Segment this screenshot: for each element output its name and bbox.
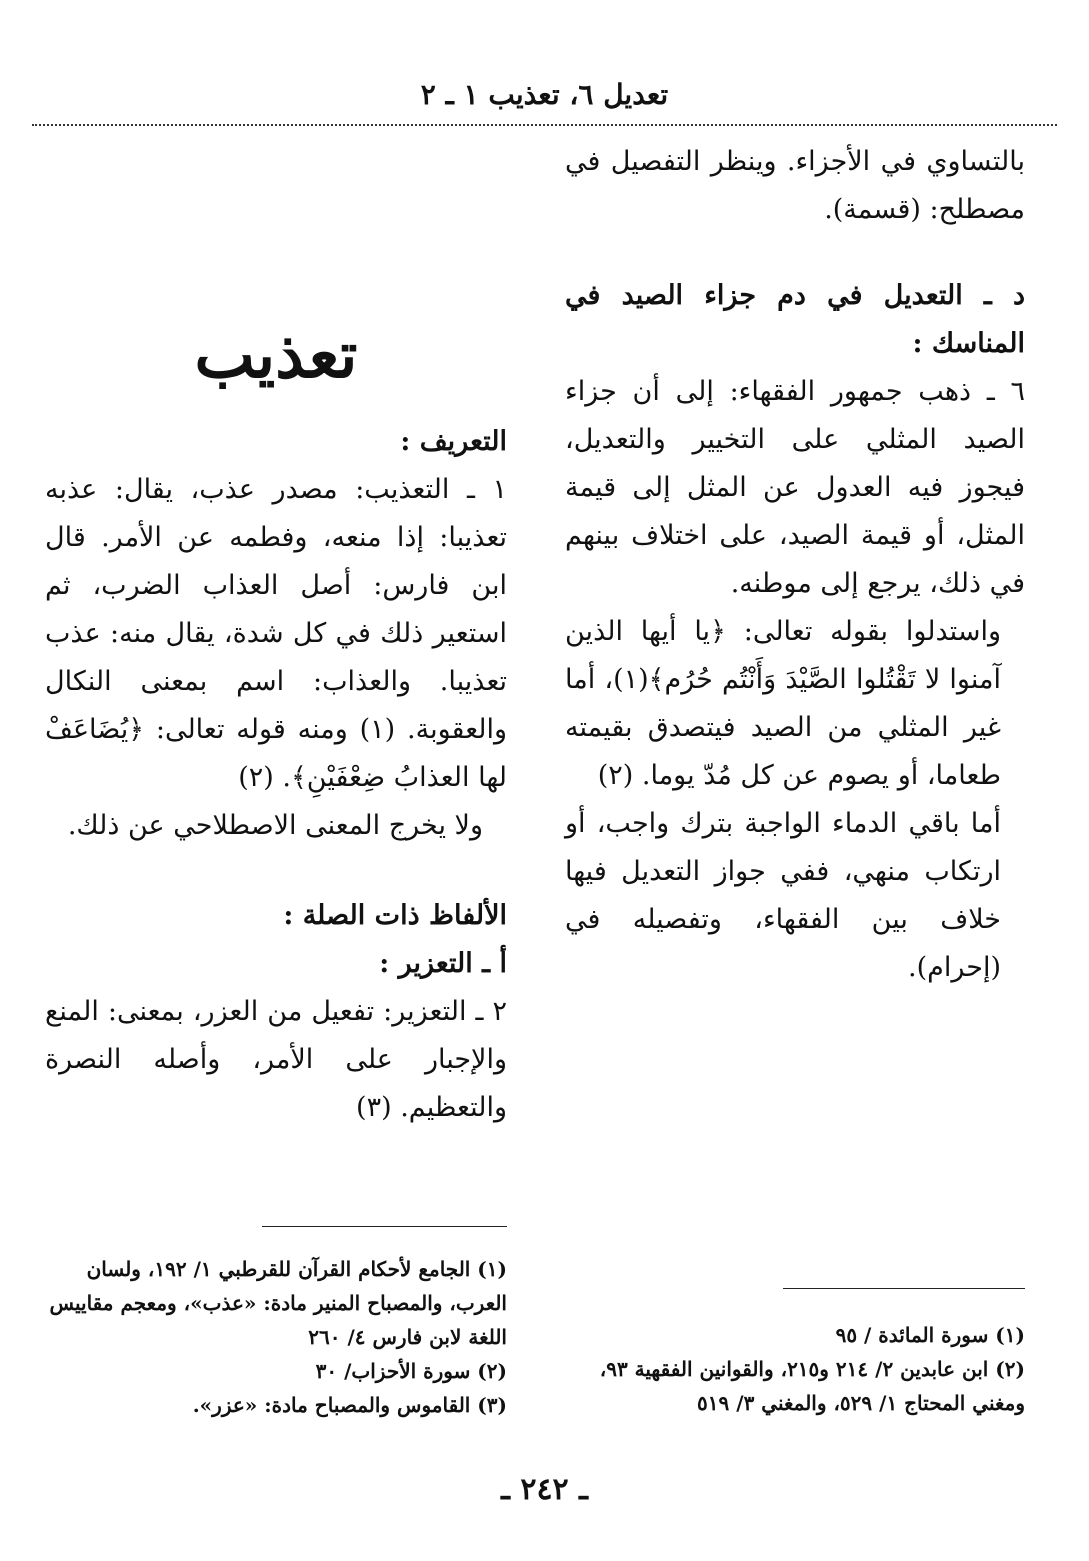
footnotes-right bbox=[565, 1318, 1025, 1420]
evidence-paragraph: واستدلوا بقوله تعالى: ﴿يا أيها الذين آمنوا لا تَقْتُلوا الصَّيْدَ وَأَنْتُم حُرُم﴾(١)، أما غير المثلي من الصيد فيتصدق بقيمته طعاما، أو يصوم عن كل مُدّ يوما. (٢) bbox=[565, 616, 1001, 791]
footnote-left-1: (١) الجامع لأحكام القرآن للقرطبي ١/ ١٩٢، ولسان العرب، والمصباح المنير مادة: «عذب»، ومعجم مقاييس اللغة لابن فارس ٤/ ٢٦٠ bbox=[49, 1257, 507, 1349]
related-terms-heading: الألفاظ ذات الصلة : bbox=[283, 900, 507, 931]
footnote-right-1: (١) سورة المائدة / ٩٥ bbox=[835, 1323, 1025, 1347]
footnote-left-2: (٢) سورة الأحزاب/ ٣٠ bbox=[315, 1359, 507, 1383]
subheading-tazir: أ ـ التعزير : bbox=[379, 948, 507, 979]
footnote-right-2: (٢) ابن عابدين ٢/ ٢١٤ و٢١٥، والقوانين الفقهية ٩٣، ومغني المحتاج ١/ ٥٢٩، والمغني ٣/ ٥١٩ bbox=[599, 1357, 1025, 1415]
tazir-paragraph: ٢ ـ التعزير: تفعيل من العزر، بمعنى: المنع والإجبار على الأمر، وأصله النصرة والتعظيم. (٣) bbox=[45, 996, 507, 1123]
definition-paragraph: ١ ـ التعذيب: مصدر عذب، يقال: عذبه تعذيبا: إذا منعه، وفطمه عن الأمر. قال ابن فارس: أصل العذاب الضرب، ثم استعير ذلك في كل شدة، يقال منه: عذب تعذيبا. والعذاب: اسم بمعنى النكال والعقوبة. (١) ومنه قوله تعالى: ﴿يُضَاعَفْ لها العذابُ ضِعْفَيْنِ﴾. (٢) bbox=[45, 474, 507, 793]
continued-paragraph: بالتساوي في الأجزاء. وينظر التفصيل في مصطلح: (قسمة). bbox=[565, 146, 1025, 225]
entry-title: تعذيب bbox=[194, 318, 358, 393]
left-column bbox=[45, 138, 507, 1132]
right-column bbox=[565, 138, 1025, 992]
section-heading-d: د ـ التعديل في دم جزاء الصيد في المناسك : bbox=[565, 280, 1025, 359]
footnote-rule-right bbox=[783, 1288, 1025, 1289]
definition-heading: التعريف : bbox=[400, 426, 507, 457]
footnotes-left bbox=[45, 1252, 507, 1422]
paragraph-6: ٦ ـ ذهب جمهور الفقهاء: إلى أن جزاء الصيد المثلي على التخيير والتعديل، فيجوز فيه العدول عن المثل إلى قيمة المثل، أو قيمة الصيد، على اختلاف بينهم في ذلك، يرجع إلى موطنه. bbox=[565, 376, 1025, 599]
footnote-left-3: (٣) القاموس والمصباح مادة: «عزر». bbox=[192, 1393, 507, 1417]
page-number: ـ ٢٤٢ ـ bbox=[501, 1472, 588, 1507]
footnote-rule-left bbox=[262, 1226, 507, 1227]
header-dotted-rule bbox=[32, 124, 1057, 126]
conventional-meaning: ولا يخرج المعنى الاصطلاحي عن ذلك. bbox=[67, 810, 483, 841]
running-header: تعديل ٦، تعذيب ١ ـ ٢ bbox=[420, 78, 669, 111]
remaining-dams-paragraph: أما باقي الدماء الواجبة بترك واجب، أو ارتكاب منهي، ففي جواز التعديل فيها خلاف بين الفقهاء، وتفصيله في (إحرام). bbox=[565, 808, 1001, 983]
